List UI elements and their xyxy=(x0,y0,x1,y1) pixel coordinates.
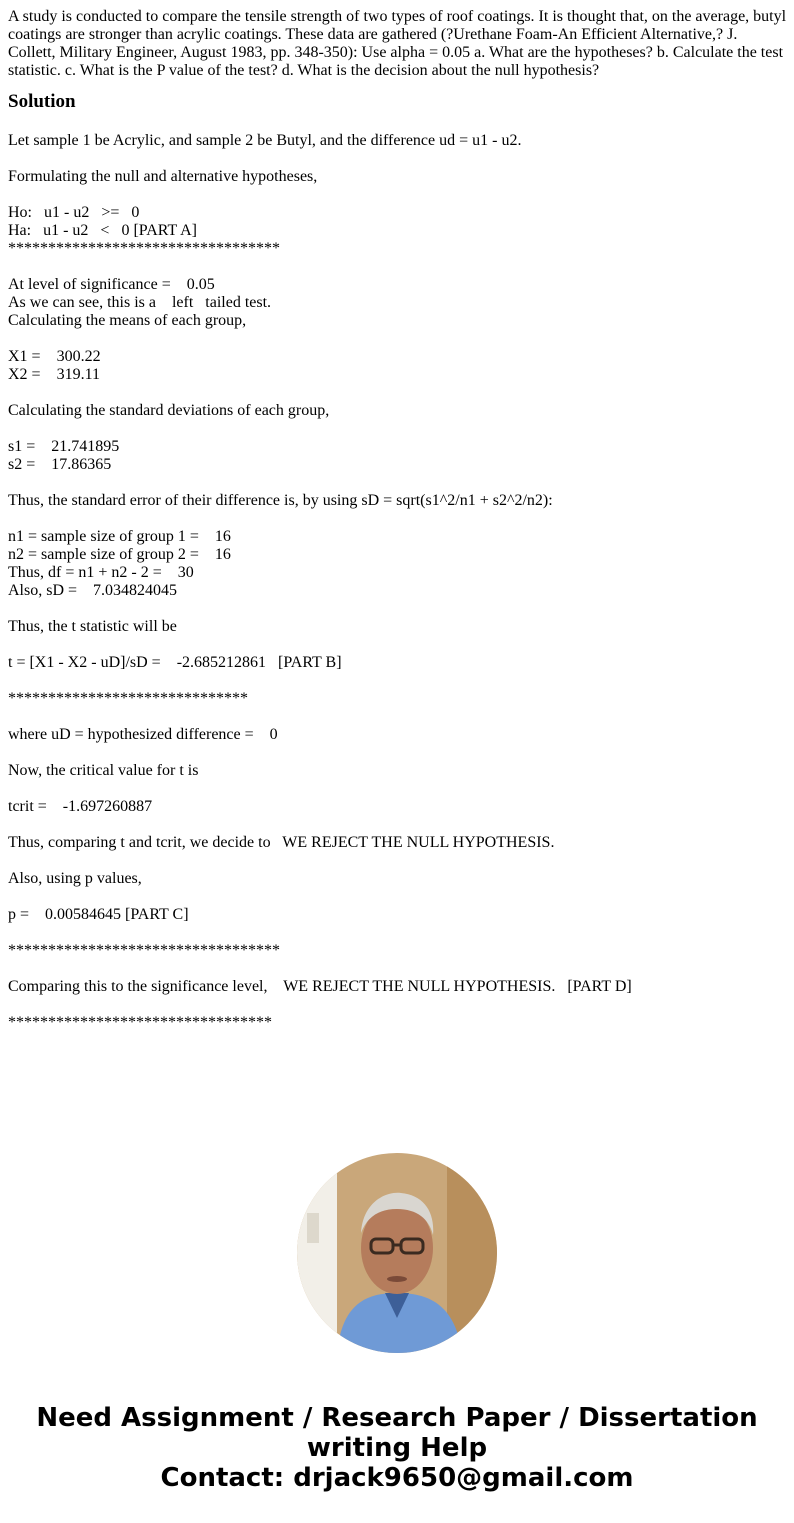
contact-email-text: Contact: drjack9650@gmail.com xyxy=(160,1463,634,1493)
mean-x1: X1 = 300.22 xyxy=(8,348,101,365)
t-statistic-value: t = [X1 - X2 - uD]/sD = -2.685212861 [PART B] xyxy=(8,654,342,671)
question-text: A study is conducted to compare the tensile strength of two types of roof coatings. It is thought that, on the average, butyl coatings are stronger than acrylic coatings. These data are gathered (?Urethane Foam-An Efficient Alternative,? J. Collett, Military Engineer, August 1983, pp. 348-350): Use alpha = 0.05 a. What are the hypotheses? b. Calculate the test statistic. c. What is the P value of the test? d. What is the decision about the null hypothesis? xyxy=(8,8,787,79)
stdev-intro: Calculating the standard deviations of each group, xyxy=(8,402,330,419)
t-statistic-intro: Thus, the t statistic will be xyxy=(8,618,177,635)
standard-error-value: Also, sD = 7.034824045 xyxy=(8,582,178,599)
significance-level: At level of significance = 0.05 xyxy=(8,276,215,293)
decision-by-p-value: Comparing this to the significance level, WE REJECT THE NULL HYPOTHESIS. [PART D] xyxy=(8,978,632,995)
standard-error-intro: Thus, the standard error of their difference is, by using sD = sqrt(s1^2/n1 + s2^2/n2): xyxy=(8,492,553,509)
p-value: p = 0.00584645 [PART C] xyxy=(8,906,189,923)
hypotheses-intro: Formulating the null and alternative hypotheses, xyxy=(8,168,318,185)
solution-document xyxy=(8,8,788,1032)
decision-by-tcrit: Thus, comparing t and tcrit, we decide to WE REJECT THE NULL HYPOTHESIS. xyxy=(8,834,555,851)
alternative-hypothesis: Ha: u1 - u2 < 0 [PART A] xyxy=(8,222,197,239)
tail-type: As we can see, this is a left tailed test. xyxy=(8,294,272,311)
hypothesized-difference: where uD = hypothesized difference = 0 xyxy=(8,726,278,743)
sample-size-n2: n2 = sample size of group 2 = 16 xyxy=(8,546,231,563)
portrait-illustration xyxy=(297,1153,497,1353)
mean-x2: X2 = 319.11 xyxy=(8,366,100,383)
solution-heading: Solution xyxy=(8,91,76,112)
contact-banner xyxy=(0,1403,794,1493)
author-avatar xyxy=(297,1153,497,1353)
separator: ****************************** xyxy=(8,690,248,707)
p-value-intro: Also, using p values, xyxy=(8,870,142,887)
sample-size-n1: n1 = sample size of group 1 = 16 xyxy=(8,528,231,545)
separator: ********************************** xyxy=(8,240,280,257)
critical-value: tcrit = -1.697260887 xyxy=(8,798,153,815)
means-intro: Calculating the means of each group, xyxy=(8,312,247,329)
critical-value-intro: Now, the critical value for t is xyxy=(8,762,199,779)
stdev-s1: s1 = 21.741895 xyxy=(8,438,120,455)
separator: ********************************* xyxy=(8,1014,272,1031)
null-hypothesis: Ho: u1 - u2 >= 0 xyxy=(8,204,140,221)
degrees-of-freedom: Thus, df = n1 + n2 - 2 = 30 xyxy=(8,564,194,581)
help-offer-text: Need Assignment / Research Paper / Dissertation writing Help xyxy=(36,1403,758,1463)
sample-definition: Let sample 1 be Acrylic, and sample 2 be Butyl, and the difference ud = u1 - u2. xyxy=(8,132,522,149)
stdev-s2: s2 = 17.86365 xyxy=(8,456,112,473)
separator: ********************************** xyxy=(8,942,280,959)
